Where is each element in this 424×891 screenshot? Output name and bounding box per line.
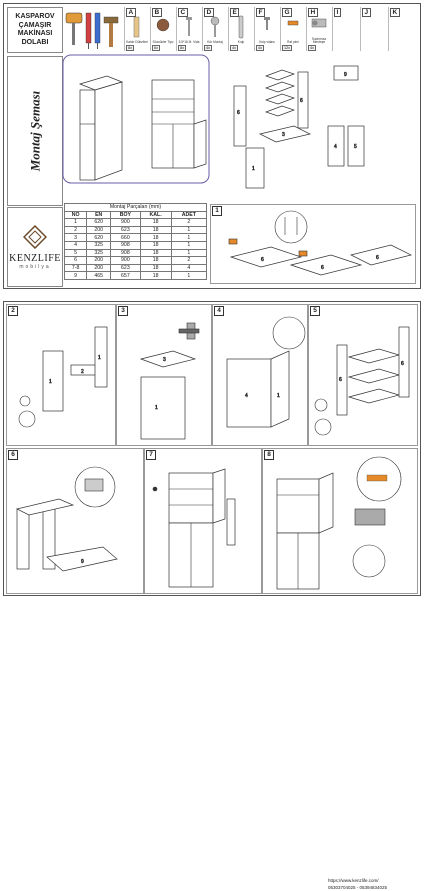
step-7-panel [144, 448, 262, 594]
cell: 7-8 [65, 264, 87, 272]
svg-text:1: 1 [252, 166, 255, 172]
step-number: 2 [8, 306, 18, 316]
cell: 900 [111, 219, 140, 227]
step-number: 4 [214, 306, 224, 316]
handle-screw-icon [254, 13, 280, 43]
svg-text:6: 6 [237, 110, 240, 116]
tool-letter: I [334, 8, 341, 17]
table-row [65, 264, 207, 272]
tool-letter: D [204, 8, 214, 17]
screwdriver-hammer-icon [62, 7, 124, 51]
cell: 623 [111, 226, 140, 234]
tool-qty: 4x [310, 46, 315, 50]
tool-qty: 6x [154, 46, 159, 50]
tool-name: Kulp vidası [259, 40, 275, 45]
tool-letter: K [390, 8, 400, 17]
step-3-panel [116, 304, 212, 446]
cell: 900 [111, 257, 140, 265]
cell: 620 [87, 234, 111, 242]
cell: 18 [140, 226, 171, 234]
tool-name: 3,5*16 M. Vida [178, 40, 200, 45]
step-7-drawing [145, 449, 261, 593]
cell: 18 [140, 257, 171, 265]
header-cell: ADET [171, 211, 206, 219]
step-number: 8 [264, 450, 274, 460]
shelf-pin-icon [280, 13, 306, 43]
cell: 6 [65, 257, 87, 265]
tool-qty: 8x [128, 46, 133, 50]
cell: 2 [171, 219, 206, 227]
header-cell: BOY [111, 211, 140, 219]
title-line: DOLABI [21, 38, 49, 46]
step-5-panel [308, 304, 418, 446]
step-8-panel [262, 448, 418, 594]
svg-text:9: 9 [81, 559, 84, 565]
table-row [65, 241, 207, 249]
dowel-icon [124, 13, 150, 43]
cell: 2 [65, 226, 87, 234]
tool-qty: 4x [258, 46, 263, 50]
cell: 908 [111, 241, 140, 249]
cell: 18 [140, 219, 171, 227]
contact-footer [328, 877, 387, 891]
cell: 4 [171, 264, 206, 272]
step-6-drawing [7, 449, 143, 593]
cell: 1 [171, 234, 206, 242]
svg-text:3: 3 [282, 132, 285, 138]
brand-logo [7, 207, 63, 287]
instruction-sheet-2 [3, 301, 421, 890]
tool-qty: 8x [180, 46, 185, 50]
table-row [65, 249, 207, 257]
screw-icon [176, 13, 202, 43]
cell: 623 [111, 264, 140, 272]
tool-cell-e [228, 7, 255, 51]
title-line: KASPAROV [15, 13, 55, 20]
cell: 1 [171, 249, 206, 257]
side-title: Montaj Şeması [27, 90, 43, 172]
step-5-drawing [309, 305, 417, 445]
svg-text:5: 5 [354, 144, 357, 150]
table-row [65, 234, 207, 242]
cell: 657 [111, 272, 140, 280]
table-row [65, 226, 207, 234]
phone-text: 05303704025 - 05394834025 [328, 885, 388, 890]
svg-text:1: 1 [98, 355, 101, 361]
cell: 18 [140, 234, 171, 242]
table-row [65, 272, 207, 280]
svg-text:4: 4 [334, 144, 337, 150]
parts-table-caption: Montaj Parçaları (mm) [65, 204, 207, 212]
tool-name: Raf pimi [287, 40, 299, 45]
svg-text:3: 3 [163, 357, 166, 363]
tool-letter: E [230, 8, 239, 17]
step-number: 3 [118, 306, 128, 316]
cell: 325 [87, 249, 111, 257]
tool-qty: 4x [206, 46, 211, 50]
logo-word: KENZLIFE [9, 252, 61, 264]
tool-qty: 12x [284, 46, 291, 50]
assembly-scheme-label [7, 56, 63, 206]
cell: 1 [171, 226, 206, 234]
tool-cell-h [306, 7, 333, 51]
header-cell: EN [87, 211, 111, 219]
tool-name: Sızdırmaz Menteşe [311, 36, 327, 45]
step-number: 7 [146, 450, 156, 460]
cell: 908 [111, 249, 140, 257]
header-cell: KAL. [140, 211, 171, 219]
step-6-panel [6, 448, 144, 594]
svg-text:6: 6 [339, 377, 342, 383]
step-8-drawing [263, 449, 417, 593]
tool-name: Kaldır Dübelleri [126, 40, 148, 45]
svg-text:1: 1 [49, 379, 52, 385]
step-1-panel [210, 204, 416, 284]
cell: 18 [140, 264, 171, 272]
step-number: 1 [212, 206, 222, 216]
exploded-view-drawing [224, 56, 374, 191]
cell: 465 [87, 272, 111, 280]
cell: 660 [111, 234, 140, 242]
cell: 18 [140, 249, 171, 257]
svg-text:6: 6 [376, 255, 379, 261]
cell: 3 [65, 234, 87, 242]
tool-qty: 4x [232, 46, 237, 50]
svg-text:1: 1 [155, 405, 158, 411]
tool-letter: C [178, 8, 188, 17]
cell: 2 [171, 257, 206, 265]
step-4-drawing [213, 305, 307, 445]
step-3-drawing [117, 305, 211, 445]
kenzlife-logo-icon [23, 225, 47, 249]
parts-table-header [65, 211, 207, 219]
handle-icon [228, 13, 254, 43]
step-2-drawing [7, 305, 115, 445]
tool-letter: A [126, 8, 136, 17]
tool-cell-b [150, 7, 177, 51]
step-1-drawing [211, 205, 415, 283]
tool-letter: G [282, 8, 292, 17]
cell: 620 [87, 219, 111, 227]
cam-lock-icon [202, 13, 228, 43]
step-number: 5 [310, 306, 320, 316]
svg-text:6: 6 [300, 98, 303, 104]
step-2-panel [6, 304, 116, 446]
cell: 1 [171, 241, 206, 249]
cell: 1 [171, 272, 206, 280]
cell: 18 [140, 272, 171, 280]
svg-text:2: 2 [81, 369, 84, 375]
tool-cell-g [280, 7, 307, 51]
cell: 200 [87, 257, 111, 265]
table-row [65, 257, 207, 265]
tool-cell-f [254, 7, 281, 51]
header-cell: NO [65, 211, 87, 219]
tool-cell-d [202, 7, 229, 51]
product-title [7, 7, 63, 53]
instruction-sheet-1 [3, 3, 421, 289]
logo-subtitle: mobilya [19, 263, 51, 270]
parts-table [64, 203, 207, 280]
tool-cell-c [176, 7, 203, 51]
website-link[interactable]: https://www.kenzlife.com/ [328, 878, 379, 883]
svg-text:6: 6 [321, 265, 324, 271]
tool-letter: F [256, 8, 265, 17]
tools-photo-cell [62, 7, 125, 51]
cell: 1 [65, 219, 87, 227]
tool-name: Kulp [237, 40, 245, 45]
cell: 9 [65, 272, 87, 280]
svg-text:4: 4 [245, 393, 248, 399]
cabinet-overview-drawing [62, 54, 210, 184]
cell: 200 [87, 226, 111, 234]
tool-cell-j [360, 7, 389, 51]
svg-text:1: 1 [277, 393, 280, 399]
title-line: MAKİNASI [17, 30, 53, 37]
table-row [65, 219, 207, 227]
tool-name: Sözcükler Tipo [152, 40, 174, 45]
step-4-panel [212, 304, 308, 446]
hardware-strip [62, 7, 416, 51]
cell: 5 [65, 249, 87, 257]
cell: 18 [140, 241, 171, 249]
tool-cell-i [332, 7, 361, 51]
title-line: ÇAMAŞIR [18, 21, 52, 29]
tool-letter: B [152, 8, 162, 17]
tool-letter: H [308, 8, 318, 17]
svg-text:6: 6 [261, 257, 264, 263]
tool-cell-a [124, 7, 151, 51]
cell: 4 [65, 241, 87, 249]
svg-text:6: 6 [401, 361, 404, 367]
step-number: 6 [8, 450, 18, 460]
tool-name: Kör Montaj [207, 40, 223, 45]
svg-text:9: 9 [344, 72, 347, 78]
cell: 325 [87, 241, 111, 249]
wall-plug-icon [150, 13, 176, 43]
cell: 200 [87, 264, 111, 272]
tool-cell-k [388, 7, 416, 51]
tool-letter: J [362, 8, 371, 17]
